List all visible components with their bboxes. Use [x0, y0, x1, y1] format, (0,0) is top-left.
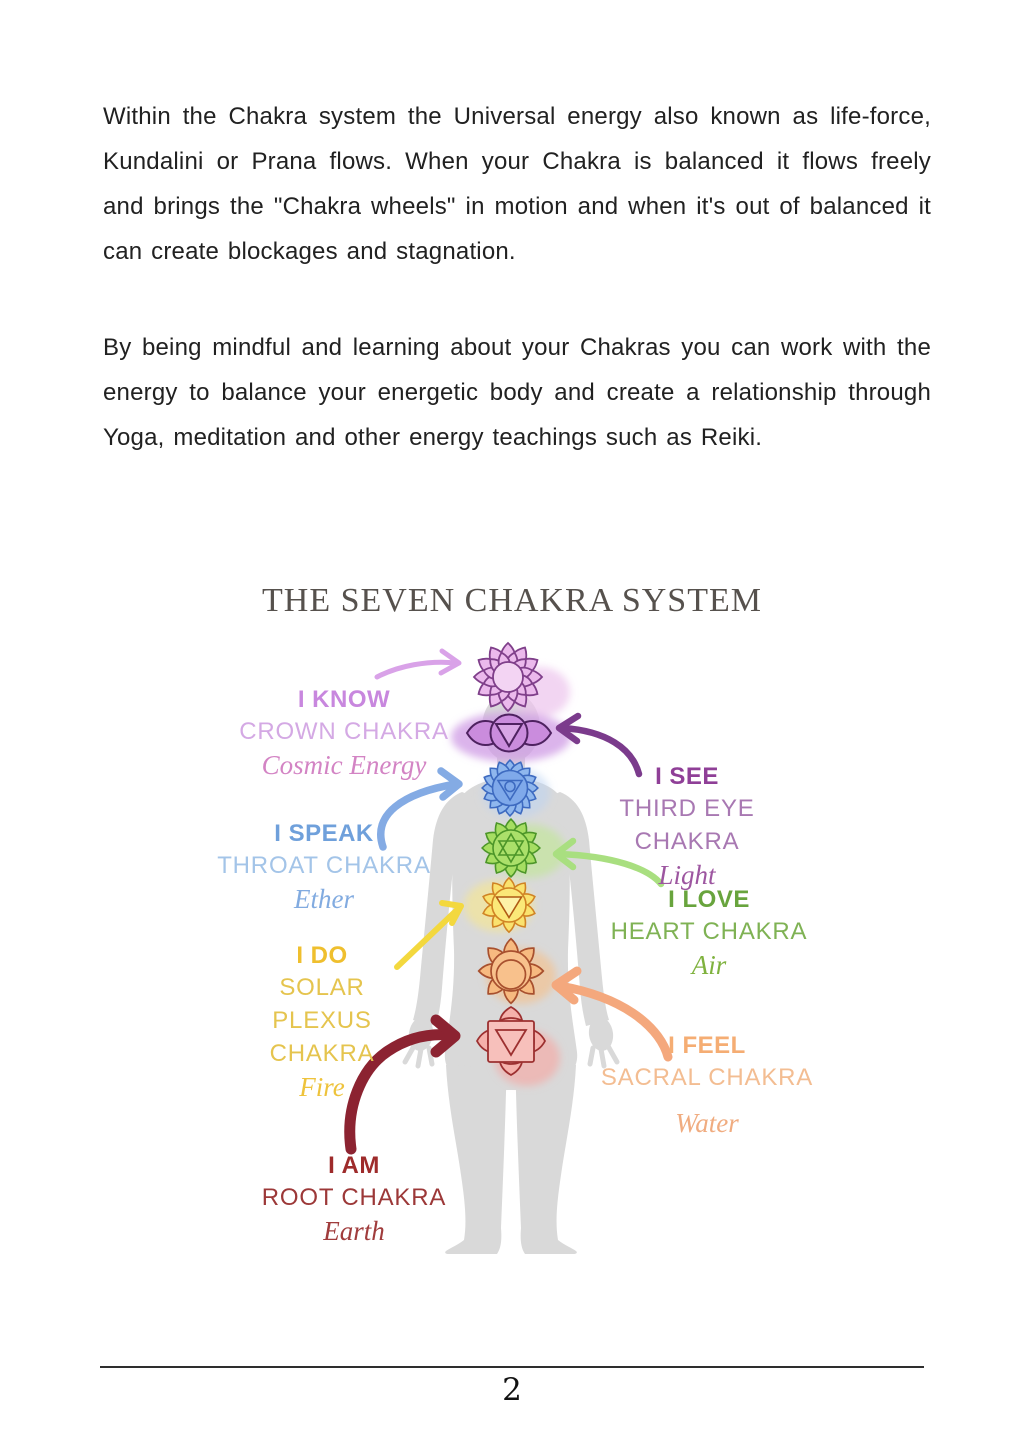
heart-element: Air: [691, 950, 727, 980]
crown-arrow: [377, 651, 459, 677]
crown-statement: I KNOW: [297, 686, 391, 713]
solar-plexus-chakra-label: [202, 940, 442, 1104]
throat-statement: I SPEAK: [274, 820, 374, 847]
heart-name: HEART CHAKRA: [610, 918, 808, 945]
paragraph-2: By being mindful and learning about your Chakras you can work with the energy to balance your energetic body and create a relationship through Yoga, meditation and other energy teachings such as Reiki.: [103, 334, 931, 451]
sacral-chakra-icon: [479, 939, 544, 1004]
solar-plexus-name: SOLAR PLEXUS CHAKRA: [269, 974, 375, 1067]
crown-chakra-label: [224, 684, 464, 782]
root-chakra-label: [234, 1150, 474, 1248]
root-element: Earth: [323, 1216, 385, 1246]
paragraph-1: Within the Chakra system the Universal energy also known as life-force, Kundalini or Prana flows. When your Chakra is balanced it flows freely and brings the "Chakra wheels" in motion and when it's out of balanced it can create blockages and stagnation.: [103, 103, 931, 265]
third-eye-name: THIRD EYE CHAKRA: [619, 795, 755, 855]
throat-name: THROAT CHAKRA: [217, 852, 431, 879]
throat-chakra-label: [204, 818, 444, 916]
page-number: 2: [502, 1372, 522, 1408]
heart-statement: I LOVE: [668, 886, 750, 913]
root-name: ROOT CHAKRA: [261, 1184, 447, 1211]
solar-plexus-statement: I DO: [296, 942, 348, 969]
throat-chakra-icon: [482, 760, 538, 816]
sacral-element: Water: [675, 1108, 739, 1138]
footer-divider: [100, 1366, 924, 1368]
crown-element: Cosmic Energy: [261, 750, 427, 780]
crown-name: CROWN CHAKRA: [239, 718, 449, 745]
throat-element: Ether: [294, 884, 354, 914]
solar-plexus-element: Fire: [299, 1072, 345, 1102]
third-eye-statement: I SEE: [655, 763, 719, 790]
sacral-name: SACRAL CHAKRA: [600, 1064, 814, 1091]
heart-chakra-label: [589, 884, 829, 982]
sacral-statement: I FEEL: [668, 1032, 746, 1059]
sacral-chakra-label: [587, 1030, 827, 1140]
third-eye-element: Light: [658, 860, 716, 890]
root-statement: I AM: [328, 1152, 380, 1179]
diagram-title: THE SEVEN CHAKRA SYSTEM: [262, 582, 762, 619]
third-eye-chakra-label: [567, 761, 807, 892]
